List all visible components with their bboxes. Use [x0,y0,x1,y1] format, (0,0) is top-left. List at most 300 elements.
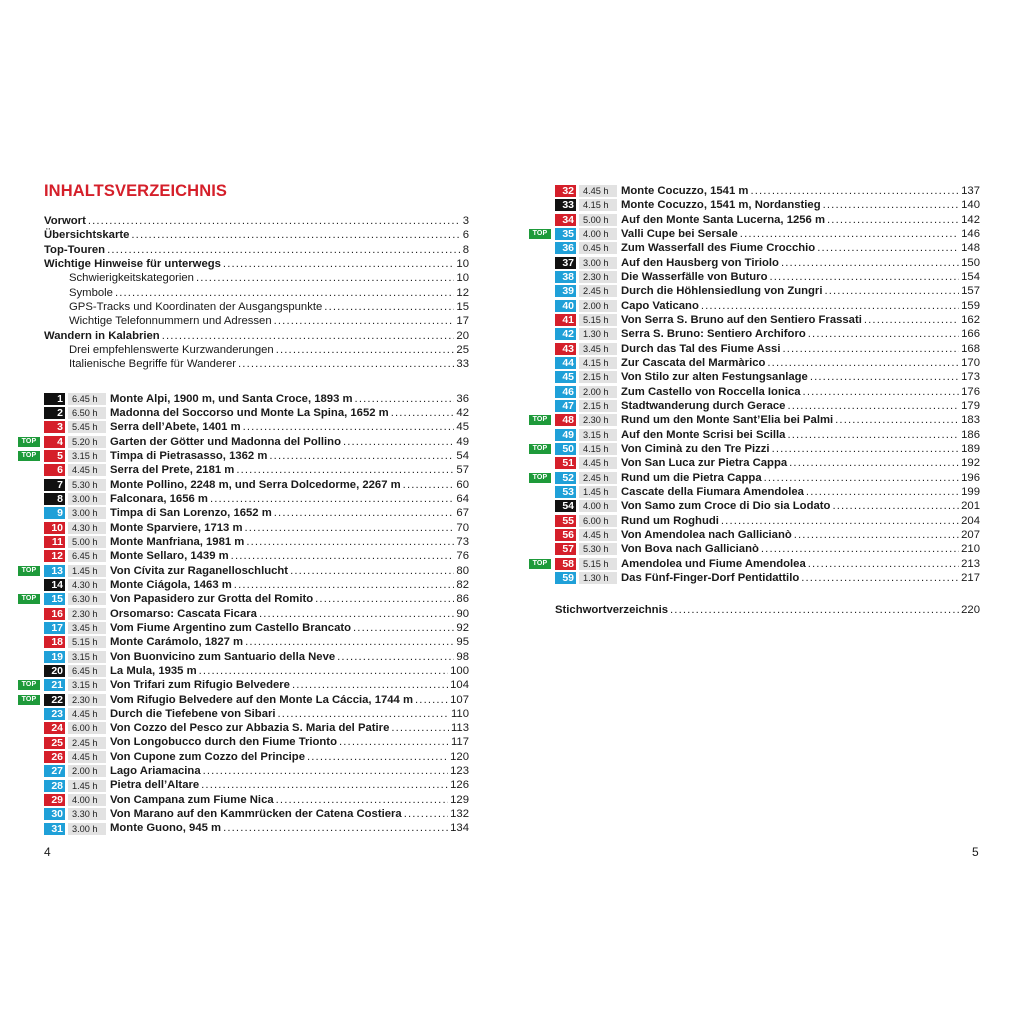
tour-entry[interactable] [555,356,980,370]
tour-title: Vom Rifugio Belvedere auf den Monte La Cáccia, 1744 m [110,693,414,706]
leader-dots [269,449,454,463]
tour-number-badge: 33 [555,199,576,211]
leader-dots [794,528,959,542]
top-tour-badge: TOP [529,444,551,454]
tour-entry[interactable] [555,284,980,298]
tour-page: 82 [456,578,469,591]
leader-dots [324,300,454,314]
tour-entry[interactable] [44,621,469,635]
leader-dots [404,807,448,821]
tour-number-badge: 48 [555,414,576,426]
toc-entry-title: Wandern in Kalabrien [44,329,160,342]
leader-dots [767,356,959,370]
tour-page: 126 [450,779,469,792]
leader-dots [210,492,454,506]
leader-dots [276,793,449,807]
toc-entry[interactable] [44,271,469,285]
tour-entry[interactable] [555,198,980,212]
tour-duration: 6.45 h [68,393,106,405]
tour-number-badge: 7 [44,479,65,491]
tour-number-badge: 47 [555,400,576,412]
toc-entry-title: Vorwort [44,215,86,227]
leader-dots [806,485,959,499]
leader-dots [740,227,959,241]
toc-entry-title: GPS-Tracks und Koordinaten der Ausgangspunkte [69,300,323,313]
toc-entry[interactable] [44,214,469,228]
leader-dots [391,721,449,735]
leader-dots [274,506,455,520]
tour-entry[interactable] [44,750,469,764]
leader-dots [353,621,454,635]
tour-number-badge: 14 [44,579,65,591]
tour-page: 117 [450,736,469,749]
intro-list [44,214,469,372]
tour-page: 42 [456,406,469,419]
leader-dots [403,478,455,492]
tour-number-badge: 17 [44,622,65,634]
tour-number-badge: 6 [44,464,65,476]
tour-page: 201 [961,500,980,513]
tour-page: 199 [961,485,980,498]
tour-entry[interactable] [44,535,469,549]
leader-dots [199,664,448,678]
leader-dots [817,241,959,255]
tour-duration: 2.30 h [68,608,106,620]
toc-entry[interactable] [44,257,469,271]
tour-title: Auf den Monte Santa Lucerna, 1256 m [621,213,826,226]
tour-number-badge: 5 [44,450,65,462]
tour-page: 100 [450,664,469,677]
tour-number-badge: 40 [555,300,576,312]
tour-page: 64 [456,492,469,505]
leader-dots [292,678,448,692]
tour-duration: 5.15 h [68,636,106,648]
tour-title: Von Samo zum Croce di Dio sia Lodato [621,500,831,513]
top-tour-badge: TOP [18,451,40,461]
tour-page: 90 [456,607,469,620]
leader-dots [245,521,455,535]
tour-entry[interactable] [44,607,469,621]
leader-dots [337,650,454,664]
toc-entry-page: 10 [456,272,469,285]
tour-entry[interactable] [44,635,469,649]
leader-dots [772,442,960,456]
tour-duration: 4.45 h [68,751,106,763]
tour-title: Monte Alpi, 1900 m, und Santa Croce, 1893 m [110,392,353,405]
tour-title: Durch die Höhlensiedlung von Zungri [621,285,823,298]
tour-duration: 5.15 h [579,558,617,570]
tour-page: 189 [961,442,980,455]
tour-title: Rund um Roghudi [621,514,719,527]
tour-duration: 1.30 h [579,328,617,340]
tour-entry[interactable] [44,650,469,664]
tour-duration: 4.00 h [579,228,617,240]
tour-page: 80 [456,564,469,577]
tour-duration: 4.45 h [579,185,617,197]
tour-duration: 4.30 h [68,522,106,534]
leader-dots [824,284,959,298]
tour-title: Die Wasserfälle von Buturo [621,270,768,283]
tour-number-badge: 49 [555,429,576,441]
tour-page: 146 [961,227,980,240]
tour-entry[interactable] [21,449,469,463]
tour-number-badge: 51 [555,457,576,469]
leader-dots [808,557,959,571]
leader-dots [787,399,959,413]
tour-duration: 6.50 h [68,407,106,419]
toc-entry[interactable] [44,329,469,343]
tour-entry[interactable] [555,213,980,227]
tour-duration: 3.00 h [68,823,106,835]
tour-page: 60 [456,478,469,491]
toc-entry-page: 15 [456,300,469,313]
tour-duration: 4.00 h [579,500,617,512]
tour-entry[interactable] [44,793,469,807]
tour-duration: 5.15 h [579,314,617,326]
tour-number-badge: 43 [555,343,576,355]
tour-duration: 2.15 h [579,400,617,412]
tour-title: Serra del Prete, 2181 m [110,464,235,477]
tour-entry[interactable] [44,492,469,506]
tour-title: Pietra dell’Altare [110,779,200,792]
tour-number-badge: 57 [555,543,576,555]
tour-entry[interactable] [555,456,980,470]
tour-number-badge: 35 [555,228,576,240]
tour-page: 137 [961,185,980,197]
spacer [555,585,980,603]
tour-page: 210 [961,543,980,556]
tour-page: 186 [961,428,980,441]
tour-title: Rund um den Monte Sant’Elia bei Palmi [621,414,834,427]
tour-page: 170 [961,356,980,369]
toc-entry[interactable] [44,300,469,314]
top-tour-badge: TOP [18,437,40,447]
tour-title: Stadtwanderung durch Gerace [621,399,786,412]
tour-number-badge: 36 [555,242,576,254]
tour-duration: 6.45 h [68,665,106,677]
leader-dots [115,286,454,300]
leader-dots [787,428,959,442]
tour-number-badge: 16 [44,608,65,620]
tour-duration: 3.15 h [68,450,106,462]
tour-entry[interactable] [555,184,980,198]
leader-dots [764,471,960,485]
leader-dots [276,343,455,357]
tour-page: 213 [961,557,980,570]
tour-number-badge: 56 [555,529,576,541]
tour-entry[interactable] [532,442,980,456]
tour-page: 70 [456,521,469,534]
tour-title: Capo Vaticano [621,299,699,312]
tour-number-badge: 24 [44,722,65,734]
tour-title: Auf den Monte Scrisi bei Scilla [621,428,786,441]
tour-duration: 2.15 h [579,371,617,383]
leader-dots [259,607,454,621]
tour-number-badge: 50 [555,443,576,455]
tour-page: 157 [961,285,980,298]
tour-title: Von San Luca zur Pietra Cappa [621,457,788,470]
tour-entry[interactable] [44,506,469,520]
tour-duration: 3.15 h [68,679,106,691]
tour-page: 204 [961,514,980,527]
spacer [44,372,469,392]
tour-title: La Mula, 1935 m [110,664,197,677]
tour-entry[interactable] [44,406,469,420]
tour-duration: 5.30 h [68,479,106,491]
leader-dots [761,542,959,556]
tour-entry[interactable] [555,385,980,399]
tour-entry[interactable] [532,471,980,485]
tour-entry[interactable] [44,478,469,492]
tour-title: Lago Ariamacina [110,765,201,778]
tour-duration: 3.15 h [579,429,617,441]
tour-page: 86 [456,593,469,606]
tour-entry[interactable] [44,721,469,735]
tour-number-badge: 29 [44,794,65,806]
tour-entry[interactable] [44,578,469,592]
leader-dots [781,256,959,270]
toc-entry[interactable] [44,286,469,300]
tour-page: 207 [961,528,980,541]
tour-number-badge: 4 [44,436,65,448]
leader-dots [670,603,959,617]
tour-title: Von Bova nach Gallicianò [621,543,759,556]
tour-entry[interactable] [555,542,980,556]
tour-number-badge: 21 [44,679,65,691]
leader-dots [290,564,454,578]
tour-page: 98 [456,650,469,663]
tour-duration: 1.45 h [68,565,106,577]
toc-entry-page: 12 [456,286,469,299]
tour-page: 45 [456,421,469,434]
tour-entry[interactable] [555,342,980,356]
tour-duration: 2.00 h [68,765,106,777]
tour-number-badge: 55 [555,515,576,527]
tour-page: 162 [961,313,980,326]
tour-number-badge: 2 [44,407,65,419]
tour-duration: 4.15 h [579,357,617,369]
tour-title: Monte Sellaro, 1439 m [110,550,229,563]
tour-duration: 5.45 h [68,421,106,433]
tour-title: Von Marano auf den Kammrücken der Catena Costiera [110,808,402,821]
tour-title: Durch das Tal des Fiume Assi [621,342,781,355]
tour-page: 132 [450,808,469,821]
tour-number-badge: 45 [555,371,576,383]
tour-title: Cascate della Fiumara Amendolea [621,485,804,498]
leader-dots [864,313,959,327]
tour-title: Madonna del Soccorso und Monte La Spina, 1652 m [110,406,389,419]
tour-page: 54 [456,449,469,462]
toc-entry-title: Italienische Begriffe für Wanderer [69,358,237,371]
tour-page: 107 [450,693,469,706]
tour-entry[interactable] [44,521,469,535]
tour-number-badge: 58 [555,558,576,570]
tour-title: Von Amendolea nach Gallicianò [621,528,792,541]
tour-entry[interactable] [555,313,980,327]
tour-number-badge: 19 [44,651,65,663]
tour-entry[interactable] [532,413,980,427]
leader-dots [721,514,959,528]
leader-dots [832,499,959,513]
tour-page: 113 [450,722,469,735]
toc-entry[interactable] [44,343,469,357]
toc-entry-page: 8 [462,243,469,256]
leader-dots [808,327,959,341]
leader-dots [238,357,454,371]
tour-entry[interactable] [555,528,980,542]
tour-entry[interactable] [555,327,980,341]
tour-duration: 2.45 h [68,737,106,749]
tour-number-badge: 39 [555,285,576,297]
tour-title: Von Longobucco durch den Fiume Trionto [110,736,337,749]
tour-page: 36 [456,392,469,405]
tour-number-badge: 1 [44,393,65,405]
toc-entry-page: 33 [456,358,469,371]
tour-title: Das Fünf-Finger-Dorf Pentidattilo [621,571,800,584]
leader-dots [274,314,455,328]
tour-entry[interactable] [44,549,469,563]
tour-number-badge: 11 [44,536,65,548]
tour-page: 134 [450,822,469,835]
tour-page: 192 [961,457,980,470]
tour-entry[interactable] [21,435,469,449]
tour-entry[interactable] [555,499,980,513]
tour-duration: 4.30 h [68,579,106,591]
tour-entry[interactable] [44,807,469,821]
tour-duration: 4.15 h [579,443,617,455]
tour-page: 110 [450,707,469,720]
tour-number-badge: 12 [44,550,65,562]
tour-page: 120 [450,750,469,763]
tour-title: Monte Carámolo, 1827 m [110,636,244,649]
tour-title: Rund um die Pietra Cappa [621,471,762,484]
tour-duration: 2.00 h [579,300,617,312]
index-entry-page: 220 [961,604,980,617]
tour-number-badge: 54 [555,500,576,512]
tour-title: Von Papasidero zur Grotta del Romito [110,593,314,606]
tour-duration: 1.30 h [579,572,617,584]
tour-page: 76 [456,550,469,563]
tour-page: 73 [456,535,469,548]
tour-title: Falconara, 1656 m [110,492,208,505]
tour-title: Von Campana zum Fiume Nica [110,793,274,806]
leader-dots [769,270,959,284]
tour-entry[interactable] [555,571,980,585]
tour-entry[interactable] [532,227,980,241]
toc-entry-title: Schwierigkeitskategorien [69,272,194,285]
tour-entry[interactable] [21,678,469,692]
tour-title: Von Ciminà zu den Tre Pizzi [621,442,770,455]
tour-entry[interactable] [44,821,469,835]
tour-page: 57 [456,464,469,477]
right-page [532,184,980,618]
tour-number-badge: 59 [555,572,576,584]
tour-entry[interactable] [44,392,469,406]
tour-duration: 3.45 h [579,343,617,355]
tour-duration: 4.15 h [579,199,617,211]
tour-entry[interactable] [555,299,980,313]
toc-entry[interactable] [44,243,469,257]
tour-entry[interactable] [44,664,469,678]
index-entry[interactable] [555,603,980,617]
tour-title: Von Cozzo del Pesco zur Abbazia S. Maria del Patire [110,722,390,735]
tour-entry[interactable] [555,256,980,270]
toc-entry-page: 3 [462,215,469,227]
tour-number-badge: 53 [555,486,576,498]
tour-entry[interactable] [532,557,980,571]
leader-dots [827,213,959,227]
tour-entry[interactable] [21,592,469,606]
toc-entry[interactable] [44,228,469,242]
tour-duration: 4.45 h [579,457,617,469]
tour-number-badge: 10 [44,522,65,534]
toc-entry-title: Top-Touren [44,243,106,256]
leader-dots [315,592,454,606]
toc-entry[interactable] [44,314,469,328]
tour-title: Garten der Götter und Madonna del Pollino [110,435,341,448]
tour-entry[interactable] [44,420,469,434]
page-number-right: 5 [972,845,979,859]
toc-entry-page: 10 [456,257,469,270]
left-tour-list [21,392,469,836]
tour-entry[interactable] [44,735,469,749]
tour-title: Timpa di Pietrasasso, 1362 m [110,449,268,462]
tour-number-badge: 30 [44,808,65,820]
tour-entry[interactable] [555,399,980,413]
tour-entry[interactable] [555,370,980,384]
tour-title: Zum Castello von Roccella Ionica [621,385,801,398]
tour-duration: 4.45 h [579,529,617,541]
tour-number-badge: 13 [44,565,65,577]
tour-entry[interactable] [555,514,980,528]
tour-duration: 5.20 h [68,436,106,448]
tour-entry[interactable] [44,764,469,778]
tour-page: 104 [450,679,469,692]
leader-dots [201,778,448,792]
tour-page: 168 [961,342,980,355]
tour-number-badge: 18 [44,636,65,648]
toc-entry-page: 20 [456,329,469,342]
tour-entry[interactable] [555,485,980,499]
leader-dots [823,198,960,212]
tour-entry[interactable] [44,707,469,721]
toc-entry-title: Übersichtskarte [44,229,130,242]
tour-entry[interactable] [555,241,980,255]
leader-dots [162,329,455,343]
leader-dots [789,456,959,470]
tour-duration: 3.15 h [68,651,106,663]
tour-title: Monte Cocuzzo, 1541 m, Nordanstieg [621,199,821,212]
tour-page: 95 [456,636,469,649]
toc-entry-title: Wichtige Hinweise für unterwegs [44,257,221,270]
tour-title: Vom Fiume Argentino zum Castello Brancato [110,621,352,634]
tour-entry[interactable] [21,564,469,578]
top-tour-badge: TOP [529,473,551,483]
tour-page: 142 [961,213,980,226]
tour-entry[interactable] [555,428,980,442]
toc-entry-title: Wichtige Telefonnummern und Adressen [69,315,272,328]
leader-dots [810,370,959,384]
tour-entry[interactable] [21,693,469,707]
tour-number-badge: 25 [44,737,65,749]
tour-entry[interactable] [44,463,469,477]
tour-entry[interactable] [44,778,469,792]
leader-dots [803,385,960,399]
tour-entry[interactable] [555,270,980,284]
toc-entry-title: Drei empfehlenswerte Kurzwanderungen [69,343,274,356]
leader-dots [236,463,454,477]
toc-entry[interactable] [44,357,469,371]
